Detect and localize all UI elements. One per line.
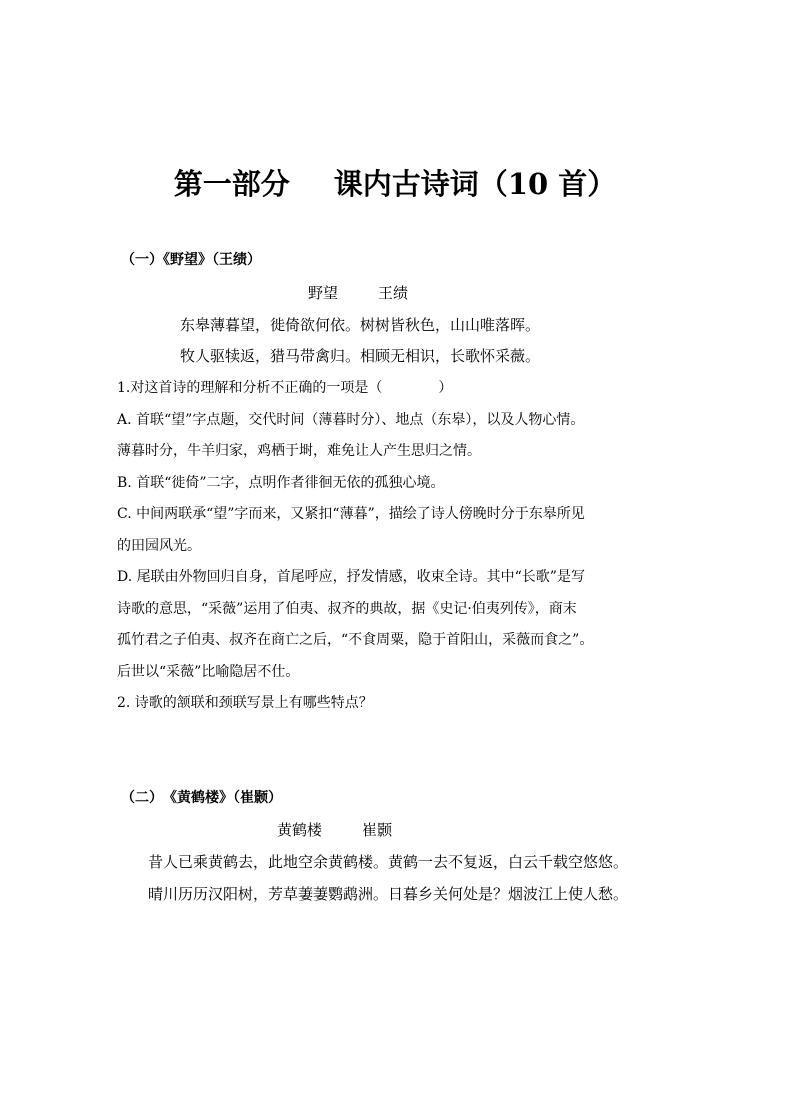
section2-poem-title: 黄鹤楼 bbox=[277, 821, 323, 839]
title-part: 第一部分 bbox=[173, 167, 290, 201]
question-1-option-d-cont: 孤竹君之子伯夷、叔齐在商亡之后，“不食周粟，隐于首阳山，采薇而食之”。 bbox=[117, 632, 594, 648]
section1-poem-title: 野望 bbox=[308, 284, 339, 302]
section1-poem-author: 王绩 bbox=[378, 284, 409, 302]
section2-poem-header bbox=[277, 819, 392, 840]
section2-poem-author: 崔颢 bbox=[362, 821, 393, 839]
title-topic: 课内古诗词（10 首） bbox=[333, 167, 617, 201]
section1-poem-line: 东皋薄暮望，徙倚欲何依。树树皆秋色，山山唯落晖。 bbox=[180, 316, 541, 334]
section2-heading: （二） 《黄鹤楼》（崔颢） bbox=[121, 790, 282, 806]
question-1-option-d-cont: 诗歌的意思，“采薇”运用了伯夷、叔齐的典故，据《史记·伯夷列传》，商末 bbox=[117, 601, 577, 617]
section2-poem-line: 晴川历历汉阳树，芳草萋萋鹦鹉洲。日暮乡关何处是？烟波江上使人愁。 bbox=[148, 885, 629, 903]
question-1-option-c: C. 中间两联承“望”字而来，又紧扣“薄暮”，描绘了诗人傍晚时分于东皋所见 bbox=[117, 506, 585, 522]
section1-heading: （一）《野望》（王绩） bbox=[121, 252, 261, 268]
section1-poem-line: 牧人驱犊返，猎马带禽归。相顾无相识，长歌怀采薇。 bbox=[180, 347, 541, 365]
question-1-option-a-cont: 薄暮时分，牛羊归家，鸡栖于埘，难免让人产生思归之情。 bbox=[117, 443, 481, 459]
question-1-option-b: B. 首联“徙倚”二字，点明作者徘徊无依的孤独心境。 bbox=[117, 475, 445, 491]
question-1-option-a: A. 首联“望”字点题，交代时间（薄暮时分）、地点（东皋），以及人物心情。 bbox=[117, 412, 585, 428]
section1-poem-header bbox=[308, 282, 408, 303]
question-1-option-d: D. 尾联由外物回归自身，首尾呼应，抒发情感，收束全诗。其中“长歌”是写 bbox=[117, 569, 585, 585]
question-1-option-c-cont: 的田园风光。 bbox=[117, 538, 201, 554]
section2-poem-line: 昔人已乘黄鹤去，此地空余黄鹤楼。黄鹤一去不复返，白云千载空悠悠。 bbox=[148, 853, 629, 871]
page-title bbox=[0, 162, 790, 203]
question-1-option-d-cont: 后世以“采薇”比喻隐居不仕。 bbox=[117, 664, 300, 680]
question-1-stem: 1.对这首诗的理解和分析不正确的一项是（ ） bbox=[117, 380, 453, 396]
question-2: 2. 诗歌的颔联和颈联写景上有哪些特点？ bbox=[117, 695, 373, 711]
